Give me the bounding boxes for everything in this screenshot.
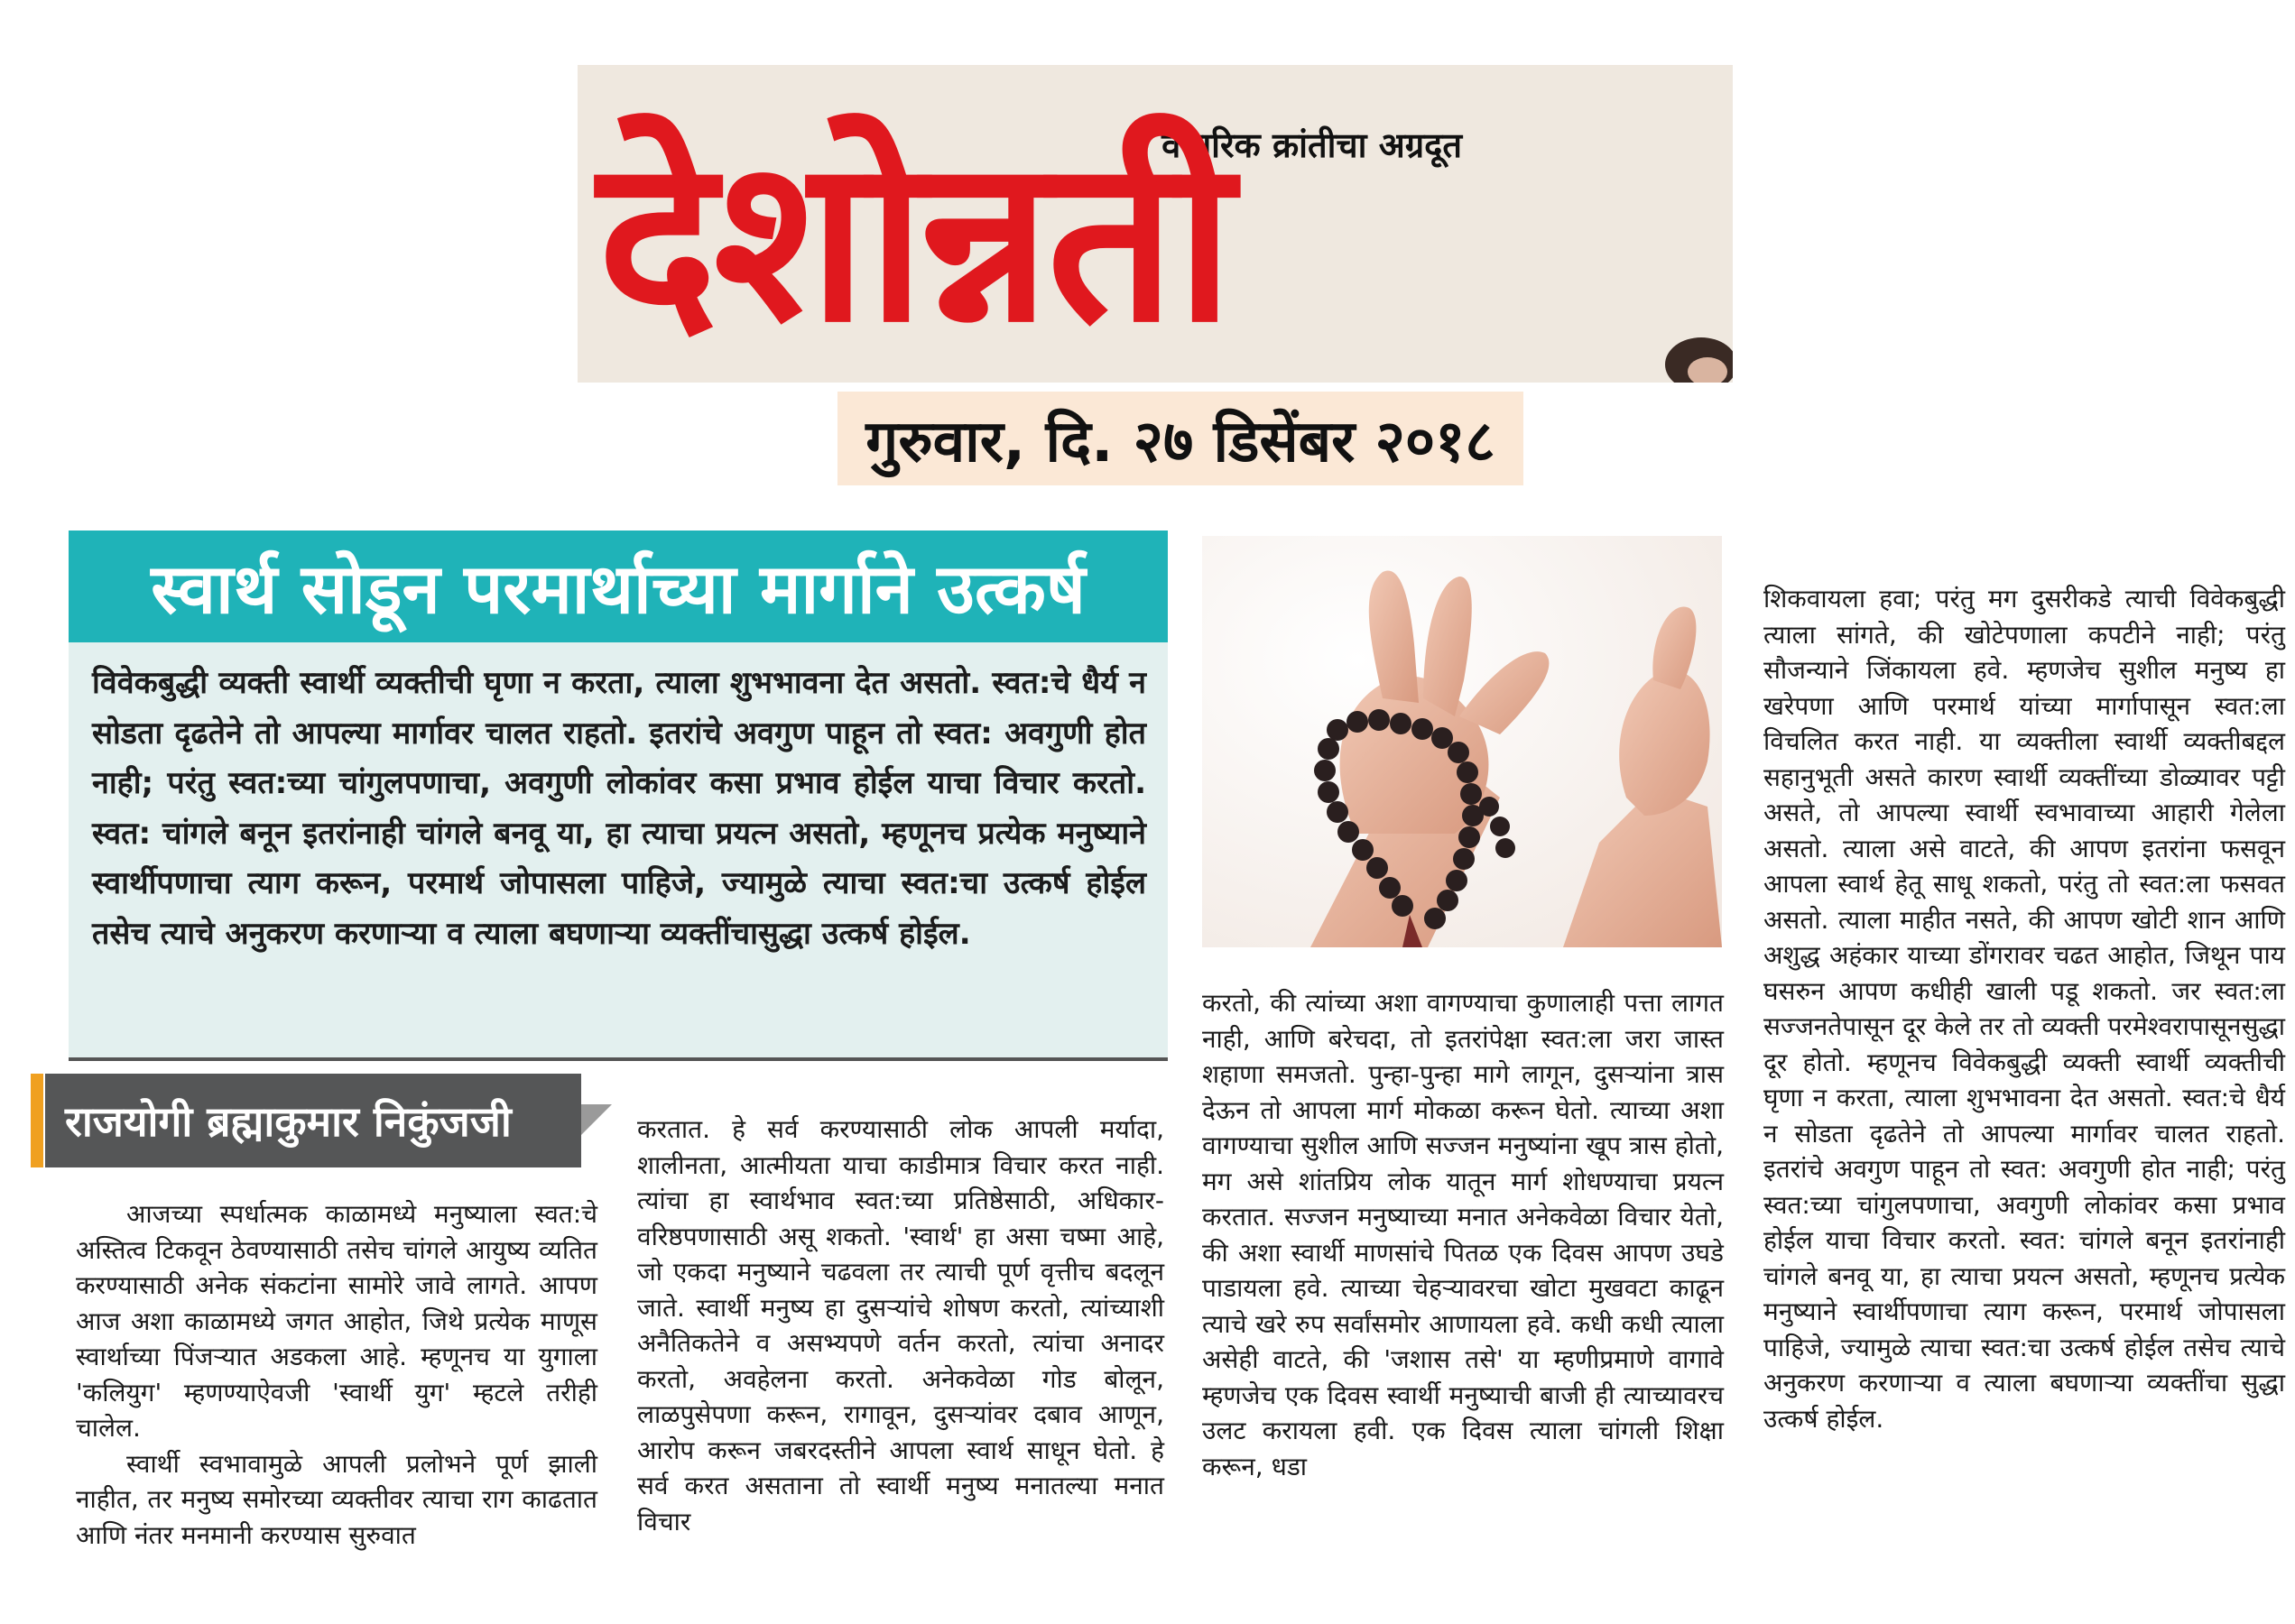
- byline-box: [45, 1074, 581, 1167]
- article-column-1: [76, 1196, 597, 1553]
- newspaper-name-logo: देशोन्नती: [597, 109, 1231, 372]
- column-3-paragraph: करतो, की त्यांच्या अशा वागण्याचा कुणालाही पत्ता लागत नाही, आणि बरेचदा, तो इतरांपेक्षा स्वत:ला जरा जास्त शहाणा समजतो. पुन्हा-पुन्हा मागे लागून, दुसऱ्यांना त्रास देऊन तो आपला मार्ग मोकळा करून घेतो. त्याच्या अशा वागण्याचा सुशील आणि सज्जन मनुष्यांना खूप त्रास होतो, मग असे शांतप्रिय लोक यातून मार्ग शोधण्याचा प्रयत्न करतात. सज्जन मनुष्याच्या मनात अनेकवेळा विचार येतो, की अशा स्वार्थी माणसांचे पितळ एक दिवस आपण उघडे पाडायला हवे. त्याच्या चेहऱ्यावरचा खोटा मुखवटा काढून त्याचे खरे रुप सर्वांसमोर आणायला हवे. कधी कधी त्याला असेही वाटते, की 'जशास तसे' या म्हणीप्रमाणे वागावे म्हणजेच एक दिवस स्वार्थी मनुष्याची बाजी ही त्याच्यावरच उलट करायला हवी. एक दिवस त्याला चांगली शिक्षा करून, धडा: [1202, 988, 1724, 1481]
- masthead: [578, 65, 1733, 383]
- column-2-paragraph: करतात. हे सर्व करण्यासाठी लोक आपली मर्यादा, शालीनता, आत्मीयता याचा काडीमात्र विचार करत नाही. त्यांचा हा स्वार्थभाव स्वत:च्या प्रतिष्ठेसाठी, अधिकार-वरिष्ठपणासाठी असू शकतो. 'स्वार्थ' हा असा चष्मा आहे, जो एकदा मनुष्याने चढवला तर त्याची पूर्ण वृत्तीच बदलून जाते. स्वार्थी मनुष्य हा दुसऱ्यांचे शोषण करतो, त्यांच्याशी अनैतिकतेने व असभ्यपणे वर्तन करतो, त्यांचा अनादर करतो, अवहेलना करतो. अनेकवेळा गोड बोलून, लाळपुसेपणा करून, रागावून, दुसऱ्यांवर दबाव आणून, आरोप करून जबरदस्तीने आपला स्वार्थ साधून घेतो. हे सर्व करत असताना तो स्वार्थी मनुष्य मनातल्या मनात विचार: [637, 1114, 1164, 1536]
- byline: [31, 1074, 603, 1173]
- intro-box: [69, 642, 1168, 1061]
- byline-fold-corner: [581, 1104, 612, 1135]
- meditation-hands-image: [1202, 536, 1722, 947]
- date-banner: [837, 392, 1523, 485]
- person-photo-icon: [1652, 319, 1733, 383]
- article-headline: स्वार्थ सोडून परमार्थाच्या मार्गाने उत्कर्ष: [151, 548, 1086, 629]
- article-intro: विवेकबुद्धी व्यक्ती स्वार्थी व्यक्तीची घृणा न करता, त्याला शुभभावना देत असतो. स्वत:चे धैर्य न सोडता दृढतेने तो आपल्या मार्गावर चालत राहतो. इतरांचे अवगुण पाहून तो स्वत: अवगुणी होत नाही; परंतु स्वत:च्या चांगुलपणाचा, अवगुणी लोकांवर कसा प्रभाव होईल याचा विचार करतो. स्वत: चांगले बनून इतरांनाही चांगले बनवू या, हा त्याचा प्रयत्न असतो, म्हणूनच प्रत्येक मनुष्याने स्वार्थीपणाचा त्याग करून, परमार्थ जोपासला पाहिजे, ज्यामुळे त्याचा स्वत:चा उत्कर्ष होईल तसेच त्याचे अनुकरण करणाऱ्या व त्याला बघणाऱ्या व्यक्तींचासुद्धा उत्कर्ष होईल.: [92, 665, 1146, 952]
- column-1-paragraph-1: आजच्या स्पर्धात्मक काळामध्ये मनुष्याला स्वत:चे अस्तित्व टिकवून ठेवण्यासाठी तसेच चांगले आयुष्य व्यतित करण्यासाठी अनेक संकटांना सामोरे जावे लागते. आपण आज अशा काळामध्ये जगत आहोत, जिथे प्रत्येक माणूस स्वार्थाच्या पिंजऱ्यात अडकला आहे. म्हणूनच या युगाला 'कलियुग' म्हणण्याऐवजी 'स्वार्थी युग' म्हटले तरीही चालेल.: [76, 1199, 597, 1443]
- author-name: राजयोगी ब्रह्माकुमार निकुंजजी: [65, 1097, 512, 1146]
- article-column-3: [1202, 985, 1724, 1484]
- byline-accent-bar: [31, 1074, 43, 1167]
- column-1-paragraph-2: स्वार्थी स्वभावामुळे आपली प्रलोभने पूर्ण झाली नाहीत, तर मनुष्य समोरच्या व्यक्तीवर त्याचा राग काढतात आणि नंतर मनमानी करण्यास सुरुवात: [76, 1448, 597, 1550]
- masthead-tagline: वैचारिक क्रांतीचा अग्रदूत: [1161, 125, 1462, 165]
- article-column-2: [637, 1112, 1164, 1539]
- headline-band: [69, 531, 1168, 642]
- issue-date: गुरुवार, दि. २७ डिसेंबर २०१८: [865, 408, 1495, 475]
- meditation-hands-rosary-icon: [1202, 536, 1722, 947]
- article-column-4: [1763, 581, 2285, 1436]
- column-4-paragraph: शिकवायला हवा; परंतु मग दुसरीकडे त्याची विवेकबुद्धी त्याला सांगते, की खोटेपणाला कपटीने नाही; परंतु सौजन्याने जिंकायला हवे. म्हणजेच सुशील मनुष्य हा खरेपणा आणि परमार्थ यांच्या मार्गापासून स्वत:ला विचलित करत नाही. या व्यक्तीला स्वार्थी व्यक्तीबद्दल सहानुभूती असते कारण स्वार्थी व्यक्तींच्या डोळ्यावर पट्टी असते, तो आपल्या स्वार्थी स्वभावाच्या आहारी गेलेला असतो. त्याला असे वाटते, की आपण इतरांना फसवून आपला स्वार्थ हेतू साधू शकतो, परंतु तो स्वत:ला फसवत असतो. त्याला माहीत नसते, की आपण खोटी शान आणि अशुद्ध अहंकार याच्या डोंगरावर चढत आहोत, जिथून पाय घसरुन आपण कधीही खाली पडू शकतो. जर स्वत:ला सज्जनतेपासून दूर केले तर तो व्यक्ती परमेश्वरापासूनसुद्धा दूर होतो. म्हणूनच विवेकबुद्धी व्यक्ती स्वार्थी व्यक्तीची घृणा न करता, त्याला शुभभावना देत असतो. स्वत:चे धैर्य न सोडता दृढतेने तो आपल्या मार्गावर चालत राहतो. इतरांचे अवगुण पाहून तो स्वत: अवगुणी होत नाही; परंतु स्वत:च्या चांगुलपणाचा, अवगुणी लोकांवर कसा प्रभाव होईल याचा विचार करतो. स्वत: चांगले बनून इतरांनाही चांगले बनवू या, हा त्याचा प्रयत्न असतो, म्हणूनच प्रत्येक मनुष्याने स्वार्थीपणाचा त्याग करून, परमार्थ जोपासला पाहिजे, ज्यामुळे त्याचा स्वत:चा उत्कर्ष होईल तसेच त्याचे अनुकरण करणाऱ्या व त्याला बघणाऱ्या व्यक्तींचा सुद्धा उत्कर्ष होईल.: [1763, 584, 2285, 1434]
